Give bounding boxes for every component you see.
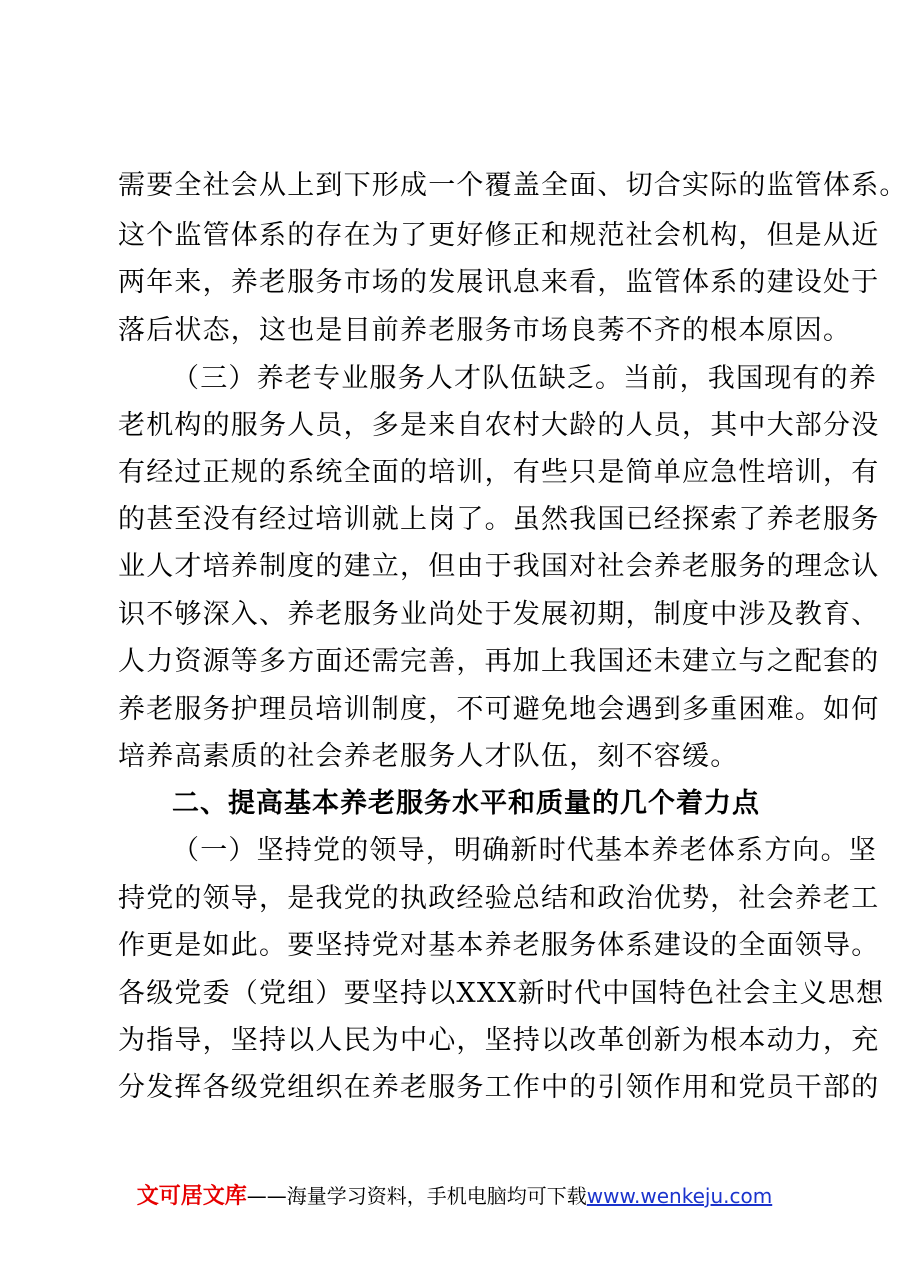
section-heading-three: （三）养老专业服务人才队伍缺乏。当前，我国现有的养 [172, 363, 877, 394]
paragraph-line: 老机构的服务人员，多是来自农村大龄的人员，其中大部分没 [118, 410, 880, 441]
paragraph-line: 各级党委（党组）要坚持以XXX新时代中国特色社会主义思想 [118, 978, 885, 1009]
paragraph-line: 作更是如此。要坚持党对基本养老服务体系建设的全面领导。 [118, 930, 880, 961]
paragraph-line: 培养高素质的社会养老服务人才队伍，刻不容缓。 [118, 741, 739, 772]
website-link[interactable]: www.wenkeju.com [586, 1184, 773, 1208]
paragraph-line: 人力资源等多方面还需完善，再加上我国还未建立与之配套的 [118, 646, 880, 677]
paragraph-line: 识不够深入、养老服务业尚处于发展初期，制度中涉及教育、 [118, 599, 880, 630]
paragraph-line: 需要全社会从上到下形成一个覆盖全面、切合实际的监管体系。 [118, 170, 908, 201]
paragraph-line: 持党的领导，是我党的执政经验总结和政治优势，社会养老工 [118, 883, 880, 914]
paragraph-line: 两年来，养老服务市场的发展讯息来看，监管体系的建设处于 [118, 267, 880, 298]
paragraph-line: 业人才培养制度的建立，但由于我国对社会养老服务的理念认 [118, 551, 880, 582]
paragraph-line: 分发挥各级党组织在养老服务工作中的引领作用和党员干部的 [118, 1072, 880, 1103]
brand-name: 文可居文库 [136, 1184, 247, 1209]
paragraph-line: 养老服务护理员培训制度，不可避免地会遇到多重困难。如何 [118, 694, 880, 725]
paragraph-line: 有经过正规的系统全面的培训，有些只是简单应急性培训，有 [118, 457, 880, 488]
paragraph-line: 为指导，坚持以人民为中心，坚持以改革创新为根本动力，充 [118, 1025, 880, 1056]
paragraph-line: 落后状态，这也是目前养老服务市场良莠不齐的根本原因。 [118, 315, 852, 346]
section-heading: 二、提高基本养老服务水平和质量的几个着力点 [172, 788, 760, 819]
paragraph-line: 这个监管体系的存在为了更好修正和规范社会机构，但是从近 [118, 220, 880, 251]
footer-slogan: ——海量学习资料，手机电脑均可下载 [246, 1184, 587, 1208]
subsection-heading-one: （一）坚持党的领导，明确新时代基本养老体系方向。坚 [172, 835, 877, 866]
footer-banner [0, 1180, 909, 1213]
paragraph-line: 的甚至没有经过培训就上岗了。虽然我国已经探索了养老服务 [118, 504, 880, 535]
